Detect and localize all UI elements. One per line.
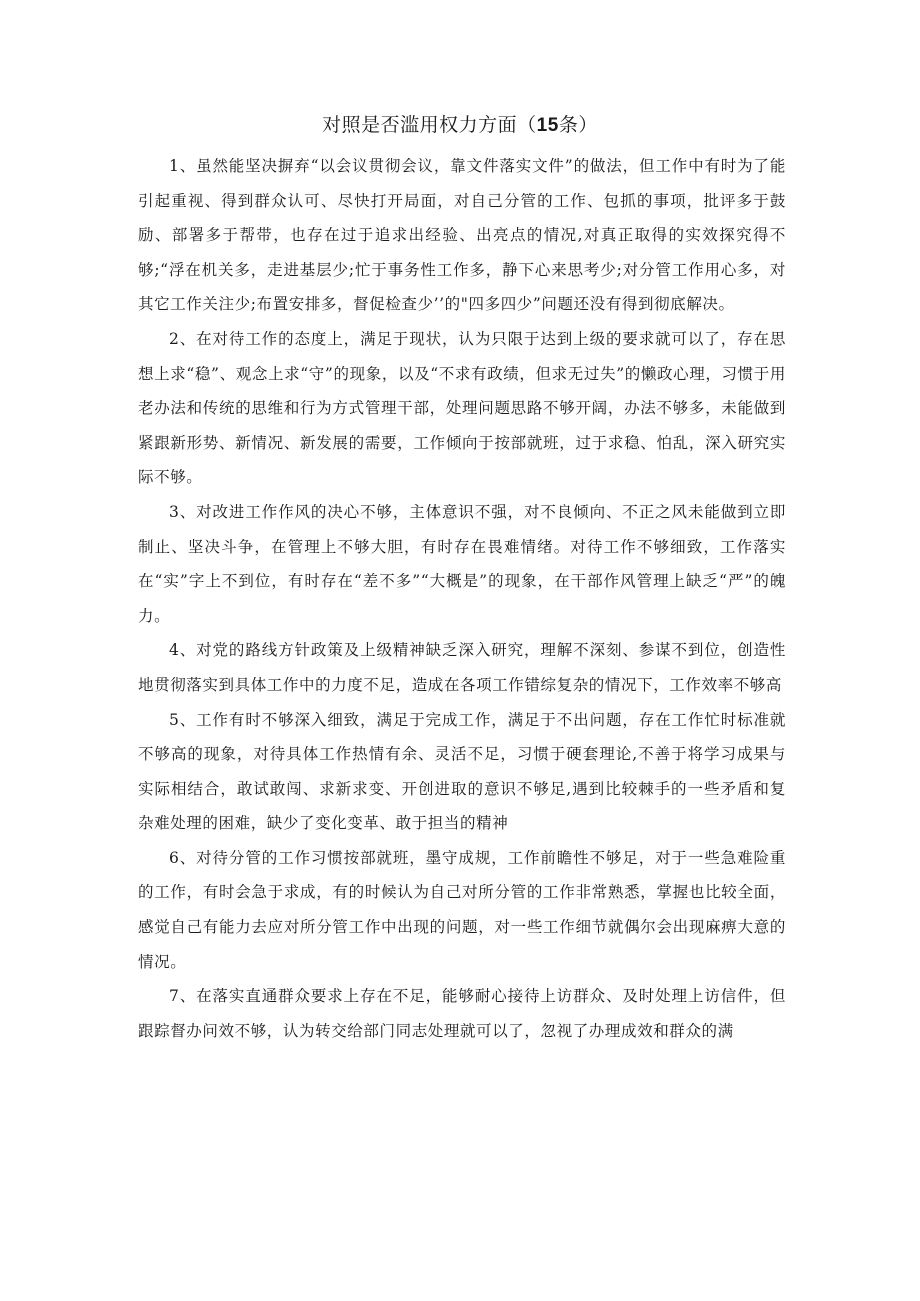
paragraph-4: 4、对党的路线方针政策及上级精神缺乏深入研究，理解不深刻、参谋不到位，创造性地贯彻落实到具体工作中的力度不足，造成在各项工作错综复杂的情况下，工作效率不够高 <box>138 641 786 694</box>
paragraph-2: 2、在对待工作的态度上，满足于现状，认为只限于达到上级的要求就可以了，存在思想上求“稳”、观念上求“守”的现象，以及“不求有政绩，但求无过失”的懒政心理，习惯于用老办法和传统的思维和行为方式管理干部，处理问题思路不够开阔，办法不够多，未能做到紧跟新形势、新情况、新发展的需要，工作倾向于按部就班，过于求稳、怕乱，深入研究实际不够。 <box>138 329 786 487</box>
paragraph-7: 7、在落实直通群众要求上存在不足，能够耐心接待上访群众、及时处理上访信件，但跟踪督办问效不够，认为转交给部门同志处理就可以了，忽视了办理成效和群众的满 <box>138 987 786 1040</box>
title-text: 对照是否滥用权力方面（ <box>322 114 537 136</box>
paragraph-5: 5、工作有时不够深入细致，满足于完成工作，满足于不出问题，存在工作忙时标准就不够高的现象，对待具体工作热情有余、灵活不足，习惯于硬套理论,不善于将学习成果与实际相结合，敢试敢闯、求新求变、开创进取的意识不够足,遇到比较棘手的一些矛盾和复杂难处理的困难，缺少了变化变革、敢于担当的精神 <box>138 710 786 833</box>
paragraph-6: 6、对待分管的工作习惯按部就班，墨守成规，工作前瞻性不够足，对于一些急难险重的工作，有时会急于求成，有的时候认为自己对所分管的工作非常熟悉，掌握也比较全面，感觉自己有能力去应对所分管工作中出现的问题，对一些工作细节就偶尔会出现麻痹大意的情况。 <box>138 848 786 971</box>
document-title <box>0 111 920 140</box>
title-count: 15 <box>536 115 559 136</box>
title-end: 条） <box>558 114 598 136</box>
document-body <box>138 149 786 1048</box>
paragraph-3: 3、对改进工作作风的决心不够，主体意识不强，对不良倾向、不正之风未能做到立即制止、坚决斗争，在管理上不够大胆，有时存在畏难情绪。对待工作不够细致，工作落实在“实”字上不到位，有时存在“差不多”“大概是”的现象，在干部作风管理上缺乏“严”的魄力。 <box>138 502 786 625</box>
paragraph-1: 1、虽然能坚决摒弃“以会议贯彻会议，靠文件落实文件”的做法，但工作中有时为了能引起重视、得到群众认可、尽快打开局面，对自己分管的工作、包抓的事项，批评多于鼓励、部署多于帮带，也存在过于追求出经验、出亮点的情况,对真正取得的实效探究得不够;“浮在机关多，走进基层少;忙于事务性工作多，静下心来思考少;对分管工作用心多，对其它工作关注少;布置安排多，督促检查少’’的"四多四少”问题还没有得到彻底解决。 <box>138 157 786 314</box>
